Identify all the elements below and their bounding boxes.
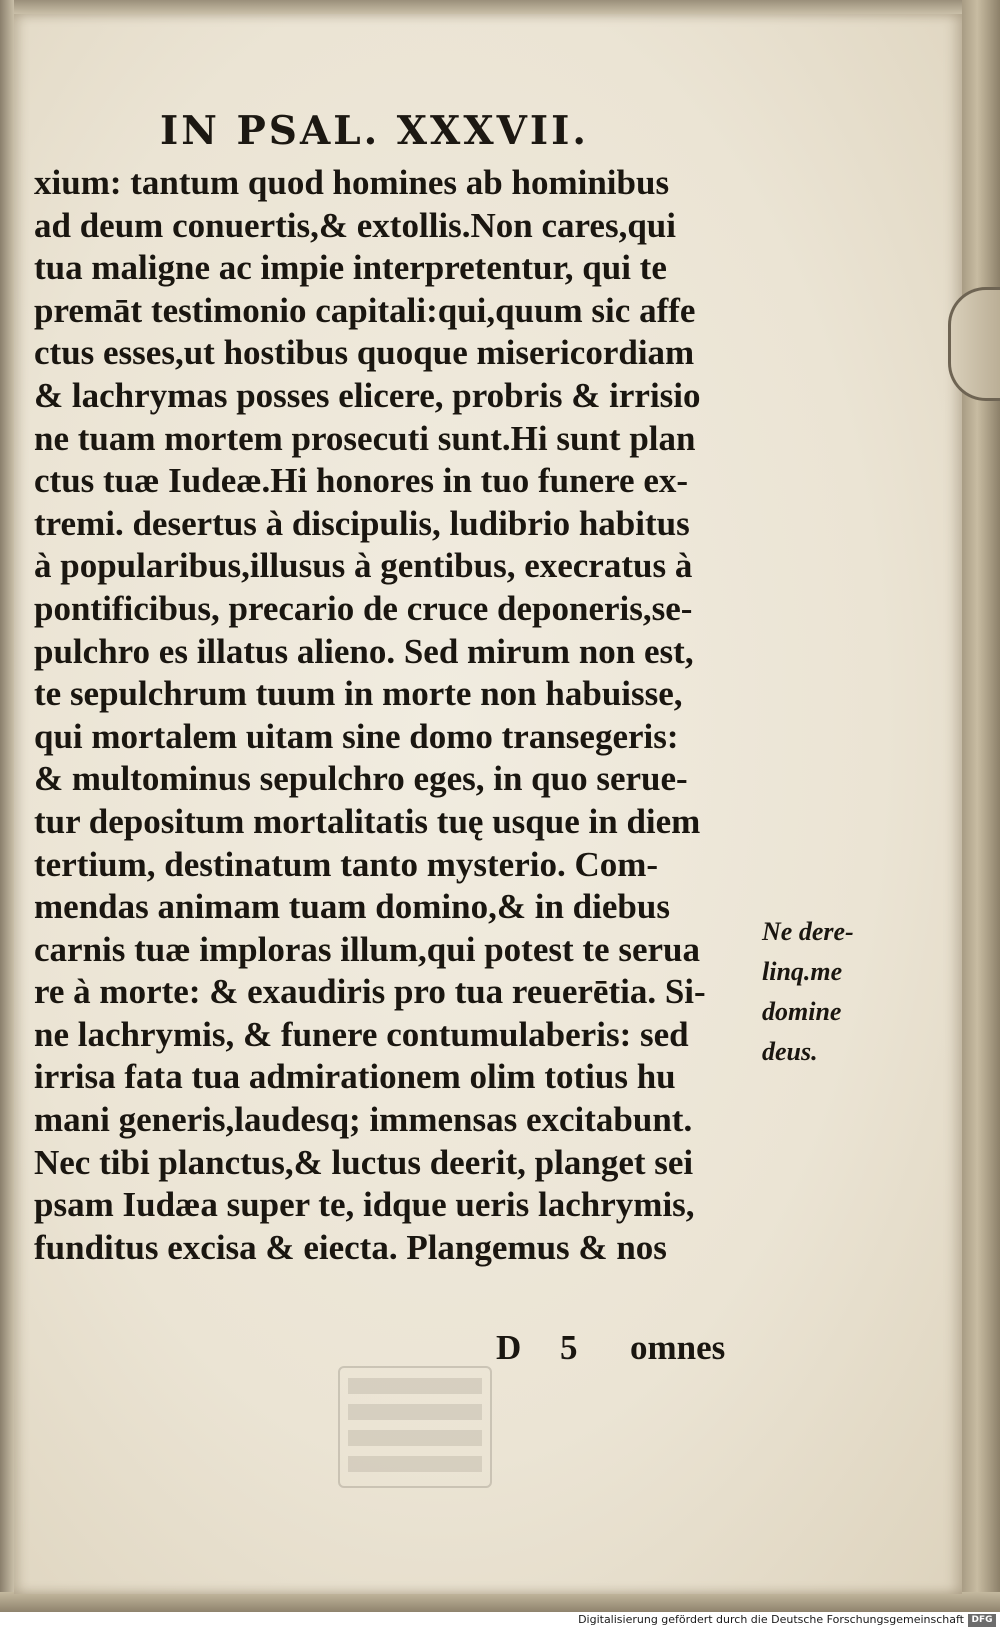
text-line: ad deum conuertis,& extollis.Non cares,qui <box>34 205 676 245</box>
main-text-block <box>34 162 774 1269</box>
text-line: tertium, destinatum tanto mysterio. Com- <box>34 844 659 884</box>
marginal-note <box>762 912 872 1072</box>
text-line: ctus tuæ Iudeæ.Hi honores in tuo funere ex- <box>34 461 689 501</box>
text-line: carnis tuæ imploras illum,qui potest te serua <box>34 929 700 969</box>
text-line: tur depositum mortalitatis tuę usque in diem <box>34 801 701 841</box>
library-stamp-show-through <box>338 1366 492 1488</box>
text-line: & multominus sepulchro eges, in quo serue- <box>34 759 688 799</box>
text-line: xium: tantum quod homines ab hominibus <box>34 163 670 202</box>
text-line: ne tuam mortem prosecuti sunt.Hi sunt plan <box>34 418 696 458</box>
text-line: & lachrymas posses elicere, probris & irrisio <box>34 375 701 415</box>
signature-number: 5 <box>560 1328 578 1367</box>
book-cover-bottom-edge <box>0 1592 1000 1612</box>
text-line: ctus esses,ut hostibus quoque misericordiam <box>34 333 695 373</box>
text-line: à popularibus,illusus à gentibus, execratus à <box>34 546 693 586</box>
marginal-note-line: linq.me <box>762 957 843 986</box>
book-cover-left-edge <box>0 0 14 1610</box>
book-cover-right-edge <box>962 0 1000 1610</box>
text-line: psam Iudæa super te, idque ueris lachrymis, <box>34 1185 695 1225</box>
text-line: funditus excisa & eiecta. Plangemus & nos <box>34 1227 667 1267</box>
text-line: te sepulchrum tuum in morte non habuisse, <box>34 674 683 714</box>
text-line: tremi. desertus à discipulis, ludibrio habitus <box>34 503 690 543</box>
text-line: mani generis,laudesq; immensas excitabunt. <box>34 1100 693 1140</box>
text-line: pontificibus, precario de cruce deponeris,se- <box>34 588 693 628</box>
text-line: mendas animam tuam domino,& in diebus <box>34 887 670 927</box>
text-line: re à morte: & exaudiris pro tua reuerētia. Si- <box>34 972 706 1012</box>
text-line: qui mortalem uitam sine domo transegeris: <box>34 716 679 756</box>
text-line: pulchro es illatus alieno. Sed mirum non est, <box>34 631 694 671</box>
text-line: premāt testimonio capitali:qui,quum sic affe <box>34 290 696 330</box>
signature-mark: D <box>496 1328 522 1367</box>
book-clasp <box>948 287 1000 401</box>
text-line: tua maligne ac impie interpretentur, qui te <box>34 248 667 288</box>
marginal-note-line: deus. <box>762 1037 818 1066</box>
text-line: ne lachrymis, & funere contumulaberis: sed <box>34 1014 689 1054</box>
text-line: Nec tibi planctus,& luctus deerit, planget sei <box>34 1142 694 1182</box>
text-line: irrisa fata tua admirationem olim totius hu <box>34 1057 676 1097</box>
digitization-footer <box>0 1612 1000 1630</box>
catchword: omnes <box>630 1328 726 1367</box>
dfg-credit-text: Digitalisierung gefördert durch die Deutsche Forschungsgemeinschaft <box>578 1613 964 1626</box>
running-title: IN PSAL. XXXVII. <box>160 108 589 154</box>
dfg-logo: DFG <box>968 1614 996 1627</box>
marginal-note-line: Ne dere- <box>762 917 854 946</box>
marginal-note-line: domine <box>762 997 842 1026</box>
